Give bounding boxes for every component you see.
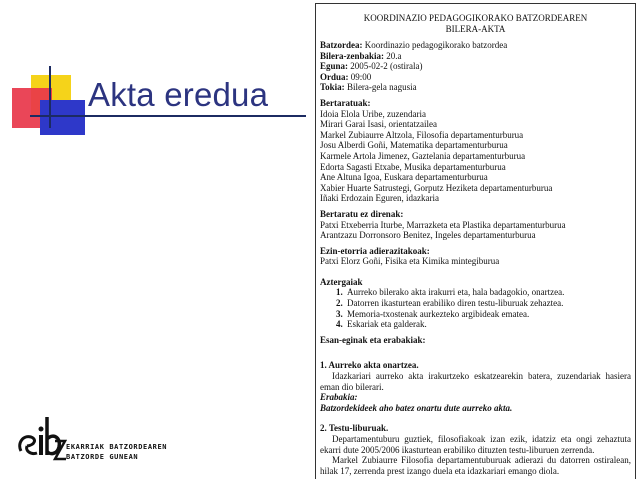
field-ordua: Ordua: 09:00	[320, 71, 372, 82]
document-header-line1: KOORDINAZIO PEDAGOGIKORAKO BATZORDEAREN	[363, 13, 588, 23]
decor-horizontal-line	[30, 115, 306, 117]
field-batzordea: Batzordea: Koordinazio pedagogikorako batzordea	[320, 40, 508, 50]
absentee-item: Patxi Etxeberria Iturbe, Marrazketa eta Plastika departamenturburua	[320, 219, 566, 230]
attendee-item: Xabier Huarte Satrustegi, Gorputz Heziketa departamenturburua	[320, 182, 553, 193]
absentee-item: Arantzazu Dorronsoro Benitez, Ingeles departamenturburua	[320, 230, 536, 241]
section-ezin-etorria-title: Ezin-etorria adierazitakoak:	[320, 245, 430, 256]
attendee-item: Edorta Sagasti Etxabe, Musika departamenturburua	[320, 161, 506, 172]
slide-title: Akta eredua	[88, 76, 269, 113]
point1-title: 1. Aurreko akta onartzea.	[320, 360, 419, 371]
point1-text: Idazkariari aurreko akta irakurtzeko eskatzearekin batera, zuzendariak hasiera eman dio bilerari.	[320, 371, 631, 392]
point2-text1: Departamentuburu guztiek, filosofiakoak izan ezik, idatziz eta ongi zehaztuta ekarri dute 2005/2006 ikasturtean erabiliko dituzten testu-liburuen zerrenda.	[320, 434, 631, 455]
agenda-list	[320, 287, 631, 329]
field-eguna: Eguna: 2005-02-2 (ostirala)	[320, 61, 423, 72]
school-logo	[15, 415, 67, 465]
attendee-item: Iñaki Erdozain Eguren, idazkaria	[320, 193, 439, 204]
section-esan-eginak-title: Esan-eginak eta erabakiak:	[320, 334, 426, 345]
agenda-item: 2. Datorren ikasturtean erabiliko diren testu-liburuak zehaztea.	[345, 298, 631, 309]
attendee-item: Ane Altuna Igoa, Euskara departamenturburua	[320, 172, 488, 183]
point1-erabakia-text: Batzordekideek aho batez onartu dute aurreko akta.	[320, 402, 513, 413]
agenda-item: 1. Aurreko bilerako akta irakurri eta, hala badagokio, onartzea.	[345, 287, 631, 298]
document-header	[320, 13, 631, 35]
field-bilera-zenbakia: Bilera-zenbakia: 20.a	[320, 50, 402, 61]
logo-caption-line1: EKARRIAK BATZORDEAREN	[66, 443, 168, 451]
logo-caption-line2: BATZORDE GUNEAN	[66, 453, 139, 461]
attendee-item: Markel Zubiaurre Altzola, Filosofia departamenturburua	[320, 129, 524, 140]
decor-blue-square	[40, 100, 85, 135]
point1-erabakia-label: Erabakia:	[320, 392, 358, 403]
section-ez-direnak-title: Bertaratu ez direnak:	[320, 208, 404, 219]
agenda-item: 3. Memoria-txostenak aurkezteko argibideak ematea.	[345, 309, 631, 320]
attendee-item: Idoia Elola Uribe, zuzendaria	[320, 108, 426, 119]
attendee-item: Josu Alberdi Goñi, Matematika departamenturburua	[320, 140, 508, 151]
agenda-item: 4. Eskariak eta galderak.	[345, 319, 631, 330]
document-header-line2: BILERA-AKTA	[445, 24, 506, 34]
eibz-logo-icon	[15, 415, 67, 465]
attendee-item: Mirari Garai Isasi, orientatzailea	[320, 119, 437, 130]
attendee-item: Karmele Artola Jimenez, Gaztelania departamenturburua	[320, 150, 526, 161]
minutes-document	[315, 3, 636, 479]
field-tokia: Tokia: Bilera-gela nagusia	[320, 82, 417, 93]
excused-item: Patxi Elorz Goñi, Fisika eta Kimika mintegiburua	[320, 256, 500, 267]
point2-title: 2. Testu-liburuak.	[320, 423, 389, 434]
logo-caption	[66, 442, 167, 462]
point2-text2: Markel Zubiaurre Filosofia departamentuburuak adierazi du datorren ostiralean, hilak 17, zerrenda prest izango duela eta idazkariari emango diola.	[320, 455, 631, 476]
decor-vertical-line	[49, 66, 51, 128]
section-aztergaiak-title: Aztergaiak	[320, 276, 363, 287]
section-bertaratuak-title: Bertaratuak:	[320, 97, 371, 108]
